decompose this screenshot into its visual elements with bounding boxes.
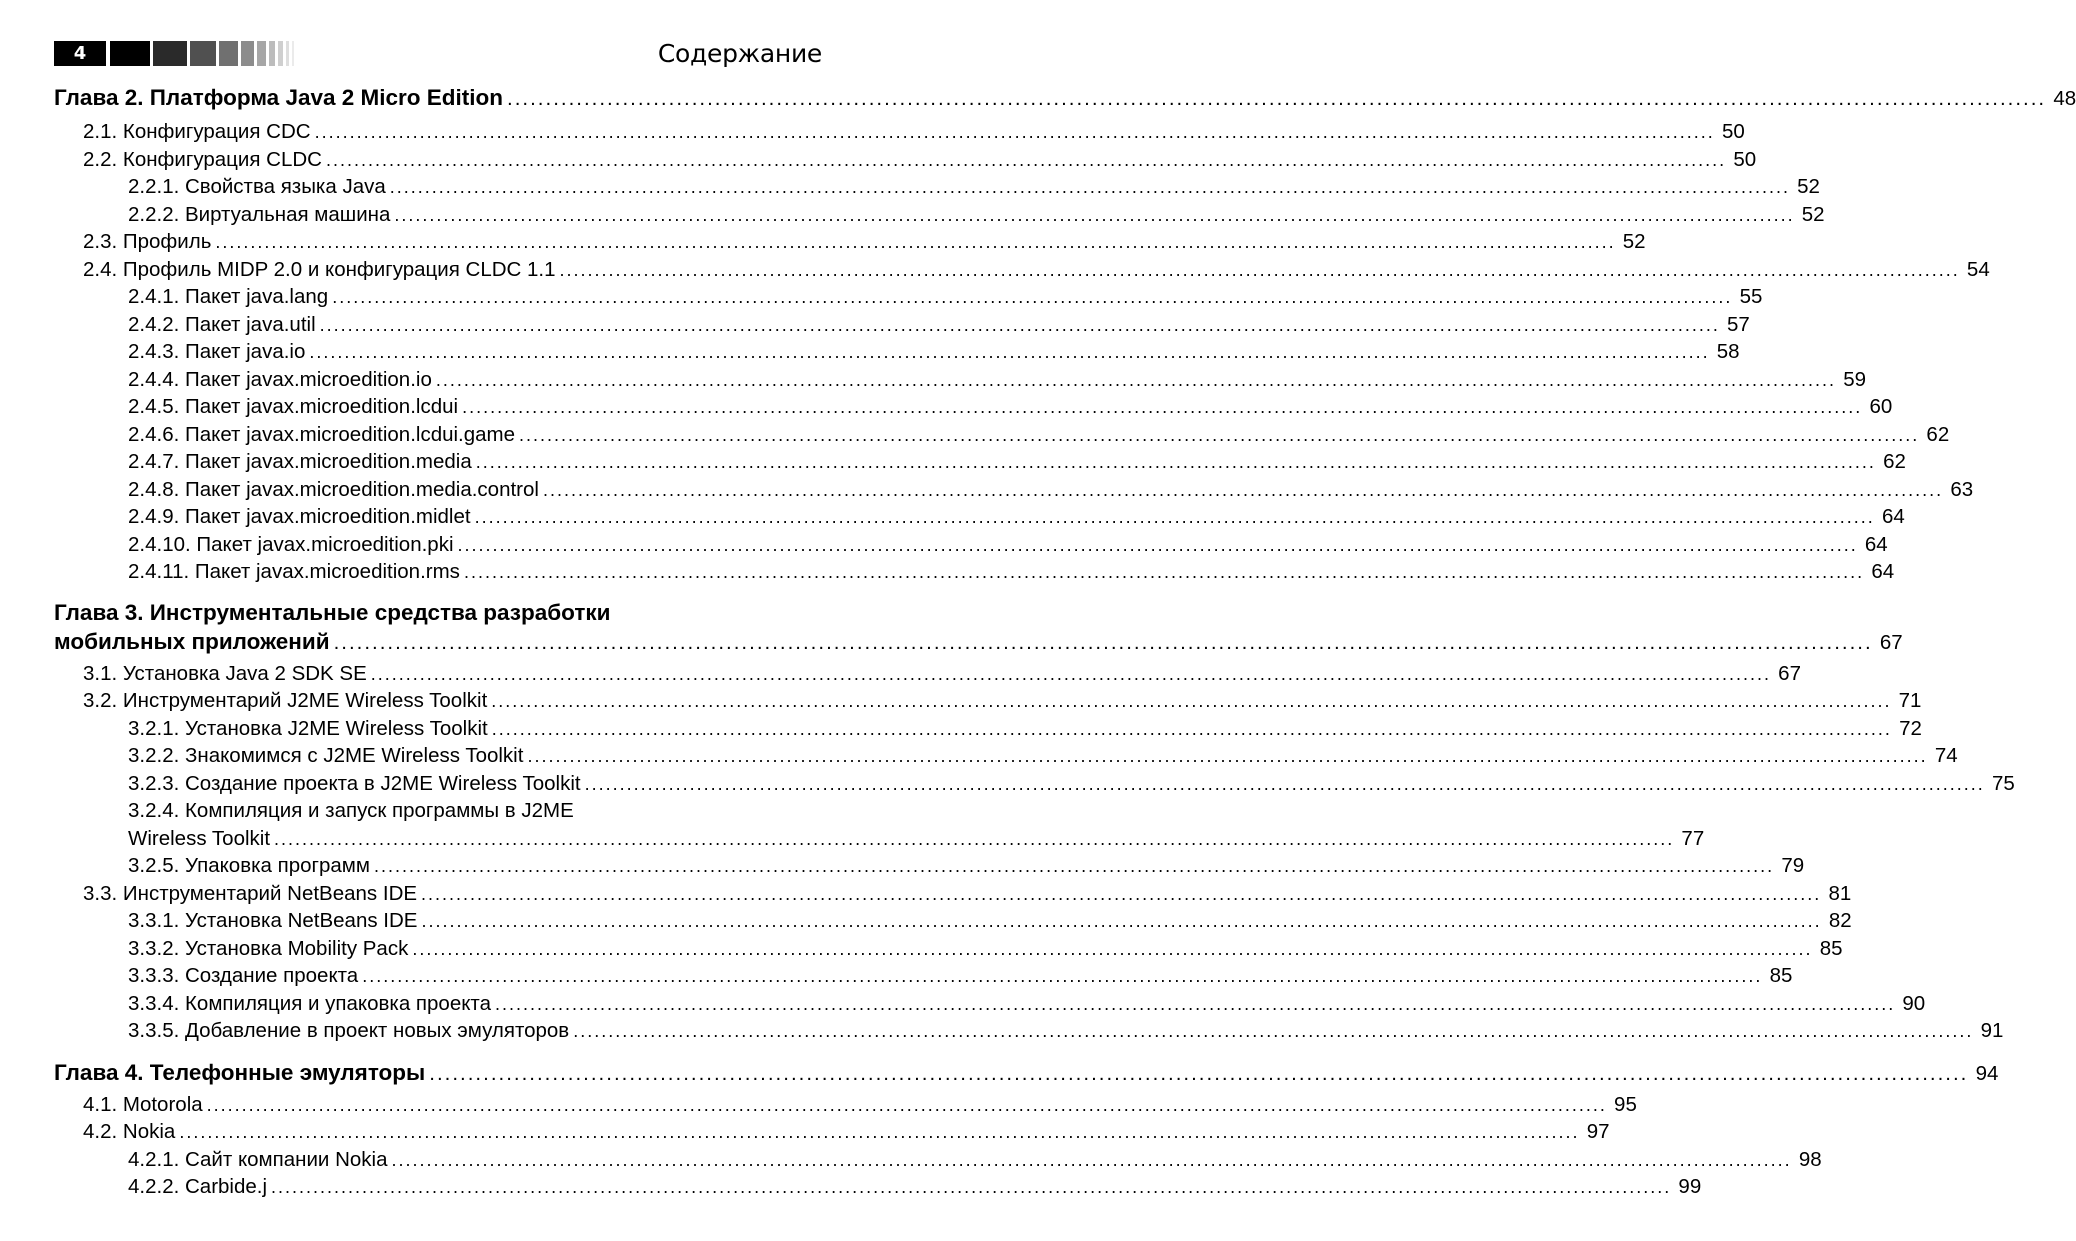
toc-leader-dots: ........................................................................................................................................................................................................	[527, 746, 1928, 766]
toc-page-number: 52	[1797, 175, 1820, 198]
toc-line-s3-2-4-line1: 3.2.4. Компиляция и запуск программы в J2ME	[128, 799, 574, 822]
toc-page-number: 94	[1975, 1062, 1999, 1085]
toc-page-number: 95	[1614, 1093, 1637, 1116]
toc-page-number: 77	[1681, 827, 1705, 850]
toc-page-number: 79	[1781, 854, 1805, 877]
toc-leader-dots: ........................................................................................................................................................................................................	[542, 480, 1944, 500]
toc-entry-s4-2-2	[128, 1173, 1702, 1201]
toc-leader-dots: ........................................................................................................................................................................................................	[573, 1021, 1974, 1041]
toc-leader-dots: ........................................................................................................................................................................................................	[559, 260, 1960, 280]
toc-leader-dots: ........................................................................................................................................................................................................	[474, 507, 1875, 527]
header-bar-10	[292, 41, 294, 66]
toc-page-number: 63	[1950, 478, 1974, 501]
toc-entry-s2-4-3	[128, 338, 1740, 366]
toc-page-number: 71	[1898, 689, 1922, 712]
toc-entry-s3-3-4	[128, 990, 1926, 1018]
toc-entry-s2-3	[83, 228, 1646, 256]
toc-leader-dots: ........................................................................................................................................................................................................	[274, 829, 1675, 849]
toc-leader-dots: ........................................................................................................................................................................................................	[215, 232, 1616, 252]
toc-page-number: 60	[1869, 395, 1893, 418]
toc-page-number: 55	[1739, 285, 1763, 308]
toc-entry-title: мобильных приложений	[54, 629, 330, 654]
toc-page-number: 64	[1881, 505, 1905, 528]
toc-leader-dots: ........................................................................................................................................................................................................	[463, 562, 1865, 582]
toc-leader-dots: ........................................................................................................................................................................................................	[491, 691, 1892, 711]
toc-chapter-ch2	[54, 84, 2076, 112]
toc-entry-s2-4-6	[128, 421, 1950, 449]
toc-leader-dots: ........................................................................................................................................................................................................	[325, 150, 1727, 170]
toc-entry-title: 3.1. Установка Java 2 SDK SE	[83, 662, 367, 685]
toc-entry-s2-4-8	[128, 476, 1974, 504]
toc-page-number: 52	[1622, 230, 1646, 253]
toc-page-number: 98	[1798, 1148, 1822, 1171]
toc-page-number: 81	[1828, 882, 1852, 905]
toc-page-number: 85	[1769, 964, 1793, 987]
toc-entry-title: 4.1. Motorola	[83, 1093, 203, 1116]
header-bar-1	[110, 41, 150, 66]
toc-entry-title: 3.3.3. Создание проекта	[128, 964, 359, 987]
toc-leader-dots: ........................................................................................................................................................................................................	[206, 1095, 1607, 1115]
toc-page-number: 64	[1864, 533, 1888, 556]
toc-entry-s2-2	[83, 146, 1757, 174]
toc-entry-s4-2	[83, 1118, 1610, 1146]
toc-page-number: 82	[1828, 909, 1852, 932]
toc-page-number: 90	[1902, 992, 1926, 1015]
toc-page-number: 58	[1716, 340, 1740, 363]
toc-entry-s2-4-4	[128, 366, 1867, 394]
toc-entry-s3-2-5	[128, 852, 1805, 880]
toc-entry-title: 2.4.4. Пакет javax.microedition.io	[128, 368, 432, 391]
toc-page-number: 62	[1883, 450, 1906, 473]
toc-page-number: 75	[1992, 772, 2015, 795]
toc-leader-dots: ........................................................................................................................................................................................................	[457, 535, 1858, 555]
toc-entry-s2-4-9	[128, 503, 1905, 531]
toc-leader-dots: ........................................................................................................................................................................................................	[333, 631, 1873, 654]
header-bar-4	[219, 41, 238, 66]
header-bar-6	[257, 41, 266, 66]
toc-entry-s3-2-3	[128, 770, 2015, 798]
toc-entry-title: 2.2. Конфигурация CLDC	[83, 148, 322, 171]
toc-leader-dots: ........................................................................................................................................................................................................	[370, 664, 1771, 684]
toc-entry-title: 2.4.6. Пакет javax.microedition.lcdui.game	[128, 423, 516, 446]
page-header	[0, 38, 875, 70]
toc-entry-s3-1	[83, 660, 1801, 688]
section-title: Содержание	[657, 39, 822, 68]
toc-entry-title: 2.3. Профиль	[83, 230, 212, 253]
toc-leader-dots: ........................................................................................................................................................................................................	[394, 205, 1795, 225]
toc-entry-s3-3-3	[128, 962, 1793, 990]
toc-leader-dots: ........................................................................................................................................................................................................	[519, 425, 1920, 445]
toc-page-number: 59	[1843, 368, 1867, 391]
toc-page-number: 67	[1778, 662, 1801, 685]
toc-entry-title: Wireless Toolkit	[128, 827, 271, 850]
toc-page-number: 85	[1819, 937, 1843, 960]
toc-page-number: 62	[1926, 423, 1950, 446]
toc-entry-title: 3.3.2. Установка Mobility Pack	[128, 937, 409, 960]
toc-entry-s4-1	[83, 1091, 1637, 1119]
toc-leader-dots: ........................................................................................................................................................................................................	[319, 315, 1720, 335]
toc-page-number: 91	[1980, 1019, 2004, 1042]
toc-entry-title: 3.2.1. Установка J2ME Wireless Toolkit	[128, 717, 488, 740]
toc-entry-title: 3.3.5. Добавление в проект новых эмуляторов	[128, 1019, 570, 1042]
toc-leader-dots: ........................................................................................................................................................................................................	[421, 884, 1822, 904]
toc-entry-s4-2-1	[128, 1146, 1822, 1174]
toc-page-number: 48	[2053, 87, 2076, 110]
toc-leader-dots: ........................................................................................................................................................................................................	[412, 939, 1813, 959]
toc-leader-dots: ........................................................................................................................................................................................................	[435, 370, 1837, 390]
toc-leader-dots: ........................................................................................................................................................................................................	[507, 87, 2047, 110]
toc-leader-dots: ........................................................................................................................................................................................................	[309, 342, 1710, 362]
toc-entry-s2-2-1	[128, 173, 1820, 201]
toc-entry-s2-2-2	[128, 201, 1825, 229]
toc-entry-title: 3.2. Инструментарий J2ME Wireless Toolkit	[83, 689, 488, 712]
toc-entry-s2-4-2	[128, 311, 1750, 339]
toc-leader-dots: ........................................................................................................................................................................................................	[389, 177, 1790, 197]
toc-entry-s2-4	[83, 256, 1990, 284]
toc-entry-title: 4.2.2. Carbide.j	[128, 1175, 268, 1198]
header-bar-5	[241, 41, 254, 66]
toc-entry-title: 2.4.9. Пакет javax.microedition.midlet	[128, 505, 471, 528]
toc-entry-title: Глава 4. Телефонные эмуляторы	[54, 1060, 426, 1085]
toc-line-ch3-line1: Глава 3. Инструментальные средства разработки	[54, 600, 611, 625]
toc-page-number: 50	[1721, 120, 1745, 143]
toc-leader-dots: ........................................................................................................................................................................................................	[462, 397, 1863, 417]
toc-entry-s3-3	[83, 880, 1852, 908]
toc-chapter-ch4	[54, 1059, 1999, 1087]
toc-page-number: 52	[1801, 203, 1825, 226]
toc-entry-s2-4-7	[128, 448, 1906, 476]
toc-entry-s3-2	[83, 687, 1922, 715]
toc-leader-dots: ........................................................................................................................................................................................................	[332, 287, 1733, 307]
toc-page-number: 99	[1678, 1175, 1702, 1198]
toc-entry-title: 2.4.10. Пакет javax.microedition.pki	[128, 533, 454, 556]
page-number: 4	[73, 43, 87, 64]
toc-entry-title: 2.4.11. Пакет javax.microedition.rms	[128, 560, 460, 583]
toc-entry-s3-2-2	[128, 742, 1958, 770]
toc-leader-dots: ........................................................................................................................................................................................................	[314, 122, 1715, 142]
toc-leader-dots: ........................................................................................................................................................................................................	[475, 452, 1876, 472]
header-bar-8	[278, 41, 283, 66]
toc-entry-s3-3-1	[128, 907, 1852, 935]
toc-entry-s2-1	[83, 118, 1745, 146]
header-bar-3	[190, 41, 216, 66]
toc-entry-title: 3.2.3. Создание проекта в J2ME Wireless Toolkit	[128, 772, 581, 795]
toc-entry-title: 2.1. Конфигурация CDC	[83, 120, 311, 143]
toc-leader-dots: ........................................................................................................................................................................................................	[373, 856, 1775, 876]
toc-page-number: 74	[1934, 744, 1958, 767]
toc-entry-s2-4-10	[128, 531, 1888, 559]
toc-entry-title: 2.4.8. Пакет javax.microedition.media.control	[128, 478, 539, 501]
toc-entry-title: 2.2.2. Виртуальная машина	[128, 203, 391, 226]
toc-leader-dots: ........................................................................................................................................................................................................	[495, 994, 1896, 1014]
toc-entry-s2-4-5	[128, 393, 1893, 421]
toc-leader-dots: ........................................................................................................................................................................................................	[391, 1150, 1792, 1170]
toc-page-number: 67	[1879, 631, 1903, 654]
toc-entry-s2-4-11	[128, 558, 1895, 586]
toc-entry-title: 2.4.7. Пакет javax.microedition.media	[128, 450, 472, 473]
toc-entry-title: 3.3.4. Компиляция и упаковка проекта	[128, 992, 491, 1015]
toc-entry-title: 2.4. Профиль MIDP 2.0 и конфигурация CLDC 1.1	[83, 258, 556, 281]
toc-page-number: 72	[1899, 717, 1922, 740]
toc-leader-dots: ........................................................................................................................................................................................................	[362, 966, 1763, 986]
toc-entry-s3-3-2	[128, 935, 1843, 963]
toc-entry-s3-2-1	[128, 715, 1922, 743]
toc-entry-title: 4.2. Nokia	[83, 1120, 176, 1143]
toc-entry-title: 2.2.1. Свойства языка Java	[128, 175, 386, 198]
toc-entry-s3-2-4	[128, 825, 1705, 853]
toc-page-number: 64	[1871, 560, 1895, 583]
toc-page-number: 57	[1727, 313, 1750, 336]
toc-entry-title: 2.4.3. Пакет java.io	[128, 340, 306, 363]
toc-leader-dots: ........................................................................................................................................................................................................	[421, 911, 1822, 931]
toc-page-number: 50	[1733, 148, 1757, 171]
toc-leader-dots: ........................................................................................................................................................................................................	[491, 719, 1892, 739]
header-bar-7	[269, 41, 275, 66]
toc-entry-s2-4-1	[128, 283, 1763, 311]
toc-leader-dots: ........................................................................................................................................................................................................	[584, 774, 1985, 794]
toc-leader-dots: ........................................................................................................................................................................................................	[179, 1122, 1580, 1142]
toc-entry-title: 2.4.1. Пакет java.lang	[128, 285, 329, 308]
toc-entry-s3-3-5	[128, 1017, 2004, 1045]
page-number-box	[54, 41, 106, 66]
toc-entry-title: 3.2.5. Упаковка программ	[128, 854, 370, 877]
toc-page-number: 54	[1966, 258, 1990, 281]
header-bar-2	[153, 41, 187, 66]
toc-chapter-ch3	[54, 628, 1903, 656]
toc-entry-title: 2.4.5. Пакет javax.microedition.lcdui	[128, 395, 459, 418]
toc-entry-title: 3.3. Инструментарий NetBeans IDE	[83, 882, 418, 905]
header-bar-9	[286, 41, 289, 66]
toc-leader-dots: ........................................................................................................................................................................................................	[271, 1177, 1672, 1197]
toc-leader-dots: ........................................................................................................................................................................................................	[429, 1062, 1969, 1085]
toc-entry-title: 3.3.1. Установка NetBeans IDE	[128, 909, 418, 932]
toc-entry-title: 4.2.1. Сайт компании Nokia	[128, 1148, 388, 1171]
toc-entry-title: 2.4.2. Пакет java.util	[128, 313, 316, 336]
toc-page-number: 97	[1586, 1120, 1610, 1143]
toc-entry-title: Глава 2. Платформа Java 2 Micro Edition	[54, 85, 504, 110]
toc-entry-title: 3.2.2. Знакомимся с J2ME Wireless Toolkit	[128, 744, 524, 767]
